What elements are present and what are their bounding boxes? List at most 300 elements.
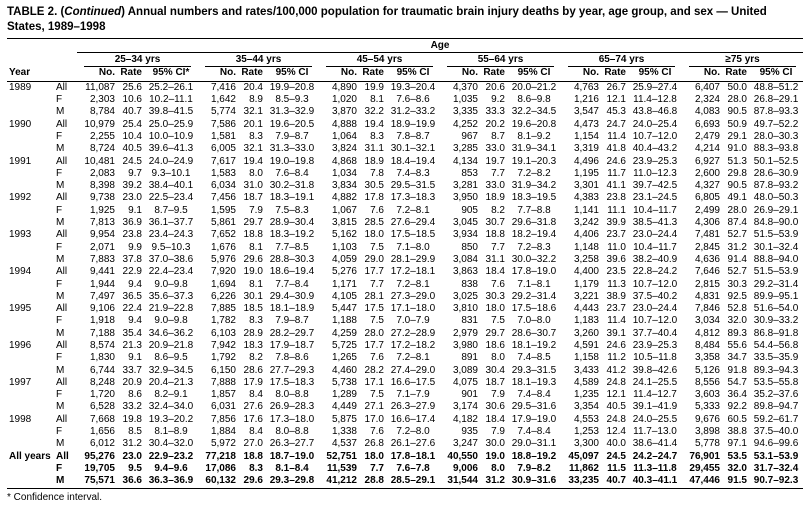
no-cell: 11,539 [326, 462, 357, 474]
no-cell: 11,862 [568, 462, 599, 474]
ci-cell: 40.4–43.2 [632, 143, 678, 155]
ci-cell: 10.5–11.8 [633, 352, 677, 364]
rate-cell: 32.2 [364, 106, 384, 118]
ci-cell: 10.7–12.0 [632, 130, 678, 142]
rate-cell: 39.9 [606, 217, 626, 229]
ci-cell: 10.2–11.1 [149, 94, 193, 106]
rate-cell: 17.6 [243, 413, 263, 425]
ci-cell: 7.0–7.9 [396, 315, 430, 327]
rate-cell: 17.1 [364, 376, 384, 388]
ci-cell: 17.8–18.1 [390, 450, 436, 462]
rate-cell: 90.5 [727, 180, 747, 192]
ci-cell: 16.6–17.4 [390, 413, 436, 425]
ci-cell: 10.4–11.7 [633, 241, 677, 253]
rate-cell: 20.1 [243, 118, 263, 130]
ci-cell: 11.4–12.7 [633, 389, 677, 401]
no-cell: 3,084 [452, 253, 478, 265]
no-cell: 6,031 [210, 401, 236, 413]
no-cell: 7,456 [210, 192, 236, 204]
ci-cell: 28.8–30.3 [269, 253, 315, 265]
no-cell: 3,980 [452, 340, 478, 351]
no-cell: 905 [461, 204, 478, 216]
rate-cell: 24.8 [606, 413, 626, 425]
rate-cell: 40.0 [606, 438, 626, 450]
ci-cell: 18.4–19.4 [390, 155, 436, 167]
ci-cell: 8.1–8.4 [275, 462, 309, 474]
age-banner-row [7, 38, 803, 53]
ci-cell: 7.4–8.5 [517, 352, 551, 364]
rate-cell: 22.4 [122, 303, 142, 315]
ci-cell: 36.1–37.7 [148, 217, 194, 229]
table-row [7, 426, 803, 438]
col-header-no: No. [319, 67, 359, 81]
no-cell: 3,174 [452, 401, 478, 413]
ci-cell: 7.2–8.1 [396, 352, 430, 364]
table-row [7, 365, 803, 377]
ci-cell: 50.1–52.5 [753, 155, 799, 167]
no-cell: 3,300 [573, 438, 599, 450]
col-header-rate: Rate [480, 67, 507, 81]
no-cell: 2,071 [89, 241, 115, 253]
rate-cell: 7.6 [370, 426, 384, 438]
rate-cell: 17.0 [364, 413, 384, 425]
ci-cell: 7.2–8.1 [396, 278, 430, 290]
ci-cell: 7.1–7.9 [396, 389, 430, 401]
no-cell: 3,335 [452, 106, 478, 118]
table-row [7, 340, 803, 352]
no-cell: 77,218 [205, 450, 236, 462]
ci-cell: 28.6–30.7 [511, 327, 557, 339]
table-row [7, 94, 803, 106]
rate-cell: 36.5 [122, 290, 142, 302]
rate-cell: 10.6 [122, 94, 142, 106]
ci-cell: 26.9–29.1 [753, 204, 799, 216]
rate-cell: 25.6 [122, 81, 142, 93]
ci-cell: 30.9–31.6 [507, 475, 561, 488]
spacer-cell [7, 38, 77, 53]
no-cell: 1,918 [89, 315, 115, 327]
rate-cell: 8.0 [491, 352, 505, 364]
year-cell [7, 426, 51, 438]
no-cell: 8,248 [89, 376, 115, 388]
rate-cell: 7.6 [491, 278, 505, 290]
ci-cell: 18.1–19.3 [511, 376, 557, 388]
no-cell: 4,383 [573, 192, 599, 204]
rate-cell: 7.7 [370, 278, 384, 290]
ci-cell: 7.4–8.4 [517, 389, 551, 401]
table-row [7, 389, 803, 401]
no-cell: 891 [461, 352, 478, 364]
rate-cell: 91.8 [727, 364, 747, 376]
age-group-header [561, 53, 682, 67]
ci-cell: 7.1–8.1 [517, 278, 551, 290]
table-row [7, 315, 803, 327]
ci-cell: 29.6–31.8 [511, 217, 557, 229]
sex-cell: All [56, 81, 68, 93]
rate-cell: 40.7 [122, 106, 142, 118]
ci-cell: 25.2–26.1 [148, 81, 194, 93]
rate-cell: 20.9 [122, 376, 142, 388]
ci-cell: 7.4–8.3 [396, 167, 430, 179]
rate-cell: 21.3 [122, 340, 142, 351]
sex-cell: F [56, 389, 63, 401]
no-cell: 4,443 [573, 303, 599, 315]
no-cell: 4,460 [331, 364, 357, 376]
no-cell: 7,856 [210, 413, 236, 425]
no-cell: 4,259 [331, 327, 357, 339]
rate-cell: 18.0 [364, 450, 384, 462]
ci-cell: 8.6–9.8 [517, 94, 551, 106]
no-cell: 3,319 [573, 143, 599, 155]
rate-cell: 32.1 [243, 143, 263, 155]
col-header-ci: 95% CI [265, 67, 319, 81]
rate-cell: 89.3 [727, 327, 747, 339]
ci-cell: 29.5–31.5 [390, 180, 436, 192]
rate-cell: 17.7 [364, 340, 384, 351]
year-cell [7, 438, 51, 450]
table-row [7, 131, 803, 143]
rate-cell: 9.9 [128, 241, 142, 253]
no-cell: 1,944 [89, 278, 115, 290]
no-cell: 5,774 [210, 106, 236, 118]
ci-cell: 18.3–19.1 [269, 192, 315, 204]
rate-cell: 28.0 [364, 327, 384, 339]
year-column-header: Year [7, 67, 51, 81]
tbi-deaths-table [7, 38, 803, 489]
no-cell: 7,586 [210, 118, 236, 130]
ci-cell: 26.1–27.6 [390, 438, 436, 450]
rate-cell: 11.0 [607, 241, 626, 253]
ci-cell: 51.5–53.9 [753, 229, 799, 241]
ci-cell: 30.9–33.2 [753, 315, 799, 327]
no-cell: 1,925 [89, 204, 115, 216]
ci-cell: 8.1–9.2 [517, 130, 551, 142]
rate-cell: 30.5 [364, 180, 384, 192]
rate-cell: 41.1 [606, 180, 626, 192]
rate-cell: 7.9 [491, 389, 505, 401]
rate-cell: 51.3 [727, 155, 747, 167]
rate-cell: 17.8 [364, 192, 384, 204]
rate-cell: 11.5 [607, 462, 626, 474]
rate-cell: 9.7 [128, 167, 142, 179]
ci-cell: 28.0–30.3 [753, 130, 799, 142]
rate-cell: 30.3 [727, 278, 747, 290]
rate-cell: 9.5 [128, 462, 142, 474]
ci-cell: 8.1–8.9 [154, 426, 188, 438]
ci-cell: 19.0–19.8 [269, 155, 315, 167]
rate-cell: 28.0 [727, 204, 747, 216]
no-cell: 4,888 [331, 118, 357, 130]
rate-cell: 19.8 [122, 413, 142, 425]
ci-cell: 17.3–18.3 [390, 192, 436, 204]
no-cell: 4,831 [694, 290, 720, 302]
sex-cell: F [56, 204, 63, 216]
no-cell: 1,656 [89, 426, 115, 438]
no-cell: 17,086 [205, 462, 236, 474]
no-cell: 5,333 [694, 401, 720, 413]
ci-cell: 24.2–24.7 [632, 450, 678, 462]
sex-cell: F [56, 130, 63, 142]
no-cell: 4,252 [452, 118, 478, 130]
col-header-no: No. [198, 67, 238, 81]
no-cell: 31,544 [440, 475, 480, 488]
sex-cell: F [56, 167, 63, 179]
rate-cell: 7.5 [370, 315, 384, 327]
ci-cell: 24.0–25.4 [632, 118, 678, 130]
rate-cell: 30.6 [485, 401, 505, 413]
year-cell [7, 315, 51, 327]
rate-cell: 23.5 [606, 266, 626, 278]
no-cell: 4,327 [694, 180, 720, 192]
no-cell: 47,446 [682, 475, 722, 488]
no-cell: 7,942 [210, 340, 236, 351]
no-cell: 7,188 [89, 327, 115, 339]
spacer-cell [7, 53, 77, 67]
ci-cell: 7.9–8.7 [275, 130, 309, 142]
no-cell: 3,354 [573, 401, 599, 413]
rate-cell: 60.5 [727, 413, 747, 425]
rate-cell: 19.4 [364, 118, 384, 130]
no-cell: 4,083 [694, 106, 720, 118]
no-cell: 7,888 [210, 376, 236, 388]
no-cell: 2,845 [694, 241, 720, 253]
rate-cell: 7.5 [370, 389, 384, 401]
no-cell: 1,595 [210, 204, 236, 216]
ci-cell: 17.3–18.0 [269, 413, 315, 425]
no-cell: 3,358 [694, 352, 720, 364]
ci-cell: 27.3–29.0 [390, 290, 436, 302]
rate-cell: 29.7 [485, 327, 505, 339]
rate-cell: 24.5 [122, 155, 142, 167]
no-cell: 1,158 [573, 352, 599, 364]
ci-cell: 7.8–8.6 [275, 352, 309, 364]
no-cell: 7,668 [89, 413, 115, 425]
year-cell [7, 205, 51, 217]
ci-cell: 59.2–61.7 [753, 413, 799, 425]
ci-cell: 89.8–94.7 [753, 401, 799, 413]
rate-cell: 18.8 [485, 229, 505, 241]
no-cell: 7,646 [694, 266, 720, 278]
ci-cell: 31.3–33.0 [269, 143, 315, 155]
ci-cell: 26.8–29.1 [753, 94, 799, 106]
table-row [7, 291, 803, 303]
year-cell [7, 365, 51, 377]
table-row [7, 377, 803, 389]
no-cell: 1,857 [210, 389, 236, 401]
no-cell: 4,882 [331, 192, 357, 204]
no-cell: 4,537 [331, 438, 357, 450]
rate-cell: 30.3 [485, 290, 505, 302]
rate-cell: 7.9 [249, 204, 263, 216]
rate-cell: 29.6 [238, 475, 265, 488]
no-cell: 7,846 [694, 303, 720, 315]
rate-cell: 8.3 [249, 315, 263, 327]
ci-cell: 86.8–91.8 [753, 327, 799, 339]
no-cell: 9,954 [89, 229, 115, 241]
no-cell: 4,214 [694, 143, 720, 155]
rate-cell: 18.9 [364, 155, 384, 167]
no-cell: 8,556 [694, 376, 720, 388]
ci-cell: 10.4–11.7 [633, 204, 677, 216]
table-row [7, 217, 803, 229]
no-cell: 3,281 [452, 180, 478, 192]
ci-cell: 17.2–18.1 [390, 266, 436, 278]
no-cell: 4,134 [452, 155, 478, 167]
no-cell: 1,792 [210, 352, 236, 364]
year-cell: 1992 [9, 192, 32, 204]
year-cell [7, 463, 51, 475]
rate-cell: 30.0 [485, 438, 505, 450]
year-cell [7, 143, 51, 155]
ci-cell: 24.1–25.5 [632, 376, 678, 388]
ci-cell: 20.4–21.3 [148, 376, 194, 388]
ci-cell: 9.4–9.6 [154, 462, 188, 474]
ci-cell: 18.1–19.2 [511, 340, 557, 351]
no-cell: 1,034 [331, 167, 357, 179]
age-group-label: 65–74 yrs [568, 53, 675, 67]
rate-cell: 18.6 [485, 340, 505, 351]
ci-cell: 7.6–8.6 [396, 94, 430, 106]
no-cell: 7,617 [210, 155, 236, 167]
table-row [7, 156, 803, 168]
ci-cell: 23.4–24.3 [148, 229, 194, 241]
no-cell: 4,075 [452, 376, 478, 388]
ci-cell: 19.3–20.2 [148, 413, 194, 425]
ci-cell: 20.9–21.8 [148, 340, 194, 351]
rate-cell: 12.1 [606, 94, 626, 106]
sex-cell: M [56, 106, 65, 118]
rate-cell: 29.7 [243, 217, 263, 229]
year-cell: All years [9, 450, 51, 462]
no-cell: 4,449 [331, 401, 357, 413]
rate-cell: 20.4 [243, 81, 263, 93]
no-cell: 1,694 [210, 278, 236, 290]
rate-cell: 7.6 [370, 204, 384, 216]
age-banner-cell [77, 38, 803, 53]
year-cell [7, 328, 51, 340]
rate-cell: 23.7 [606, 303, 626, 315]
no-cell: 3,025 [452, 290, 478, 302]
rate-cell: 7.6 [370, 352, 384, 364]
rate-cell: 36.4 [727, 389, 747, 401]
rate-cell: 11.7 [607, 167, 626, 179]
year-cell: 1993 [9, 229, 32, 241]
rate-cell: 23.8 [122, 229, 142, 241]
no-cell: 8,484 [694, 340, 720, 351]
ci-cell: 27.6–29.4 [390, 217, 436, 229]
ci-cell: 28.1–29.9 [390, 253, 436, 265]
rate-cell: 34.7 [727, 352, 747, 364]
col-header-no: No. [561, 67, 601, 81]
rate-cell: 12.1 [606, 389, 626, 401]
no-cell: 1,064 [331, 130, 357, 142]
col-header-rate: Rate [359, 67, 386, 81]
rate-cell: 7.7 [491, 241, 505, 253]
ci-cell: 37.0–38.6 [148, 253, 194, 265]
ci-cell: 17.9–18.7 [269, 340, 315, 351]
ci-cell: 7.2–8.0 [396, 426, 430, 438]
rate-cell: 9.4 [128, 315, 142, 327]
rate-cell: 28.6 [243, 364, 263, 376]
no-cell: 3,089 [452, 364, 478, 376]
ci-cell: 89.3–94.3 [753, 364, 799, 376]
rate-cell: 24.6 [606, 155, 626, 167]
rate-cell: 33.3 [485, 106, 505, 118]
rate-cell: 9.1 [128, 352, 142, 364]
ci-cell: 23.0–24.4 [632, 229, 678, 241]
no-cell: 1,642 [210, 94, 236, 106]
ci-cell: 33.5–35.9 [753, 352, 799, 364]
age-group-header [77, 53, 198, 67]
rate-cell: 18.0 [364, 229, 384, 241]
ci-cell: 38.5–41.3 [632, 217, 678, 229]
ci-cell: 24.0–25.5 [632, 413, 678, 425]
no-cell: 1,183 [573, 315, 599, 327]
rate-cell: 40.5 [122, 143, 142, 155]
no-cell: 4,059 [331, 253, 357, 265]
no-cell: 7,497 [89, 290, 115, 302]
no-cell: 6,012 [89, 438, 115, 450]
rate-cell: 26.7 [606, 81, 626, 93]
no-cell: 29,455 [689, 462, 720, 474]
no-cell: 3,898 [694, 426, 720, 438]
sex-cell: All [56, 266, 68, 278]
ci-cell: 9.5–10.3 [151, 241, 191, 253]
col-header-rate: Rate [238, 67, 265, 81]
ci-cell: 39.1–41.9 [632, 401, 678, 413]
table-row [7, 352, 803, 364]
sex-cell: M [56, 253, 65, 265]
ci-cell: 84.8–90.0 [753, 217, 799, 229]
no-cell: 2,815 [694, 278, 720, 290]
rate-cell: 22.9 [122, 266, 142, 278]
sex-cell: All [56, 413, 68, 425]
rate-cell: 11.4 [607, 130, 626, 142]
ci-cell: 29.3–29.8 [265, 475, 319, 488]
ci-cell: 18.3–19.5 [511, 192, 557, 204]
no-cell: 3,258 [573, 253, 599, 265]
ci-cell: 31.9–34.1 [511, 143, 557, 155]
age-group-label: 35–44 yrs [205, 53, 312, 67]
rate-cell: 19.4 [243, 155, 263, 167]
no-cell: 5,778 [694, 438, 720, 450]
year-cell [7, 475, 51, 488]
no-cell: 3,815 [331, 217, 357, 229]
ci-cell: 43.8–46.8 [632, 106, 678, 118]
no-cell: 1,148 [573, 241, 599, 253]
no-cell: 4,553 [573, 413, 599, 425]
ci-cell: 29.2–31.4 [753, 278, 799, 290]
no-cell: 4,406 [573, 229, 599, 241]
no-cell: 5,447 [331, 303, 357, 315]
rate-cell: 8.3 [249, 130, 263, 142]
sex-cell: M [56, 143, 65, 155]
no-cell: 6,034 [210, 180, 236, 192]
rate-cell: 39.1 [606, 327, 626, 339]
no-cell: 4,496 [573, 155, 599, 167]
no-cell: 1,154 [573, 130, 599, 142]
rate-cell: 11.3 [607, 278, 626, 290]
ci-cell: 30.1–32.4 [753, 241, 799, 253]
table-title-continued: Continued [64, 6, 122, 18]
sex-cell: M [56, 217, 65, 229]
ci-cell: 17.8–19.0 [511, 266, 557, 278]
rate-cell: 18.3 [243, 340, 263, 351]
ci-cell: 31.9–34.2 [511, 180, 557, 192]
ci-cell: 31.7–32.4 [753, 462, 799, 474]
rate-cell: 7.8 [370, 167, 384, 179]
sex-cell: F [56, 462, 63, 474]
